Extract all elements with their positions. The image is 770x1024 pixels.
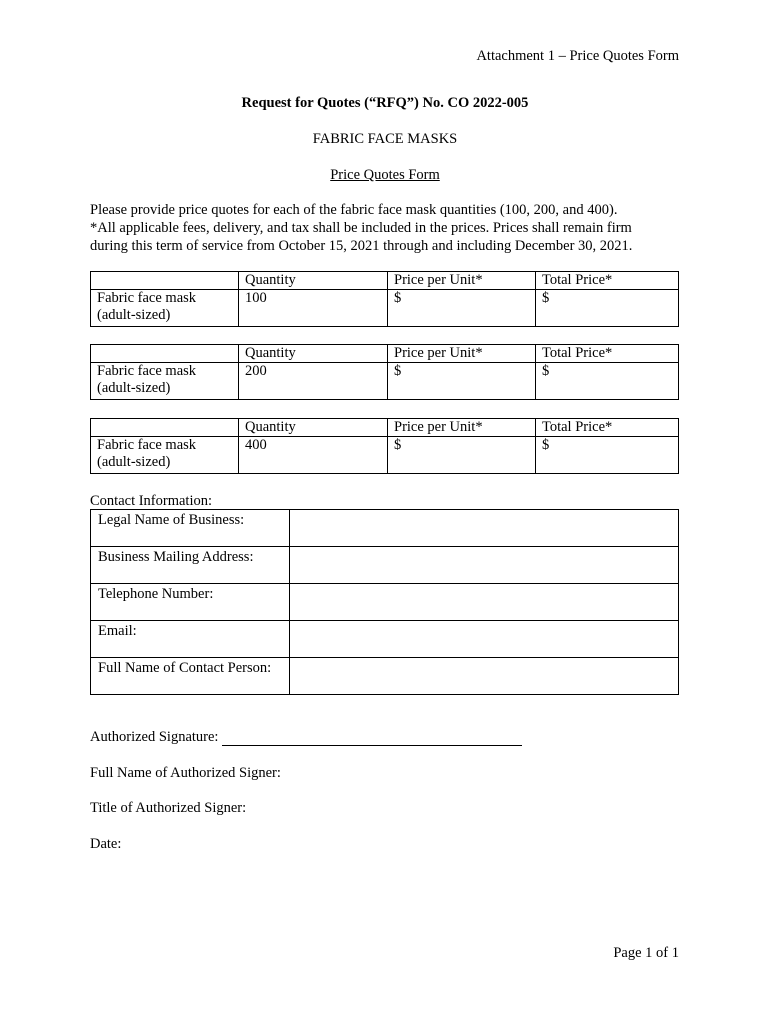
email-field[interactable] [290, 621, 679, 658]
item-header-cell [91, 272, 239, 290]
price-per-unit-field[interactable]: $ [388, 363, 536, 400]
telephone-label: Telephone Number: [91, 584, 290, 621]
price-per-unit-field[interactable]: $ [388, 290, 536, 327]
contact-person-field[interactable] [290, 658, 679, 695]
mailing-address-label: Business Mailing Address: [91, 547, 290, 584]
price-per-unit-header: Price per Unit* [388, 345, 536, 363]
price-per-unit-header: Price per Unit* [388, 272, 536, 290]
intro-line: *All applicable fees, delivery, and tax shall be included in the prices. Prices shall remain firm [90, 220, 632, 236]
telephone-field[interactable] [290, 584, 679, 621]
authorized-signer-title-label: Title of Authorized Signer: [90, 800, 247, 816]
price-per-unit-header: Price per Unit* [388, 419, 536, 437]
document-subtitle: FABRIC FACE MASKS [312, 131, 458, 147]
item-size: (adult-sized) [97, 454, 171, 470]
quote-table-400 [90, 418, 679, 474]
intro-line: Please provide price quotes for each of the fabric face mask quantities (100, 200, and 400). [90, 202, 618, 218]
legal-name-label: Legal Name of Business: [91, 510, 290, 547]
intro-paragraph [90, 201, 690, 255]
attachment-header: Attachment 1 – Price Quotes Form [476, 48, 679, 64]
signature-line[interactable] [222, 731, 522, 746]
quantity-value: 100 [239, 290, 388, 327]
total-price-field[interactable]: $ [536, 290, 679, 327]
authorized-signature-label: Authorized Signature: [90, 729, 219, 745]
legal-name-field[interactable] [290, 510, 679, 547]
quantity-header: Quantity [239, 272, 388, 290]
form-title-text: Price Quotes Form [330, 167, 440, 183]
form-title [0, 166, 770, 184]
quantity-header: Quantity [239, 345, 388, 363]
item-description-cell [91, 363, 239, 400]
item-size: (adult-sized) [97, 380, 171, 396]
quote-table-200 [90, 344, 679, 400]
item-name: Fabric face mask [97, 363, 197, 379]
item-name: Fabric face mask [97, 290, 197, 306]
item-header-cell [91, 419, 239, 437]
total-price-field[interactable]: $ [536, 437, 679, 474]
email-label: Email: [91, 621, 290, 658]
total-price-field[interactable]: $ [536, 363, 679, 400]
contact-table [90, 509, 679, 695]
mailing-address-field[interactable] [290, 547, 679, 584]
total-price-header: Total Price* [536, 272, 679, 290]
item-header-cell [91, 345, 239, 363]
document-title: Request for Quotes (“RFQ”) No. CO 2022-005 [241, 95, 529, 111]
contact-information-label: Contact Information: [90, 493, 213, 509]
quantity-value: 400 [239, 437, 388, 474]
price-per-unit-field[interactable]: $ [388, 437, 536, 474]
authorized-signer-name-label: Full Name of Authorized Signer: [90, 765, 281, 781]
authorized-signature-row [90, 728, 522, 746]
total-price-header: Total Price* [536, 419, 679, 437]
contact-person-label: Full Name of Contact Person: [91, 658, 290, 695]
total-price-header: Total Price* [536, 345, 679, 363]
item-name: Fabric face mask [97, 437, 197, 453]
date-label: Date: [90, 836, 122, 852]
item-description-cell [91, 290, 239, 327]
item-size: (adult-sized) [97, 307, 171, 323]
quantity-header: Quantity [239, 419, 388, 437]
intro-line: during this term of service from October 15, 2021 through and including December 30, 2021. [90, 238, 633, 254]
page-number: Page 1 of 1 [613, 945, 679, 961]
quote-table-100 [90, 271, 679, 327]
item-description-cell [91, 437, 239, 474]
quantity-value: 200 [239, 363, 388, 400]
